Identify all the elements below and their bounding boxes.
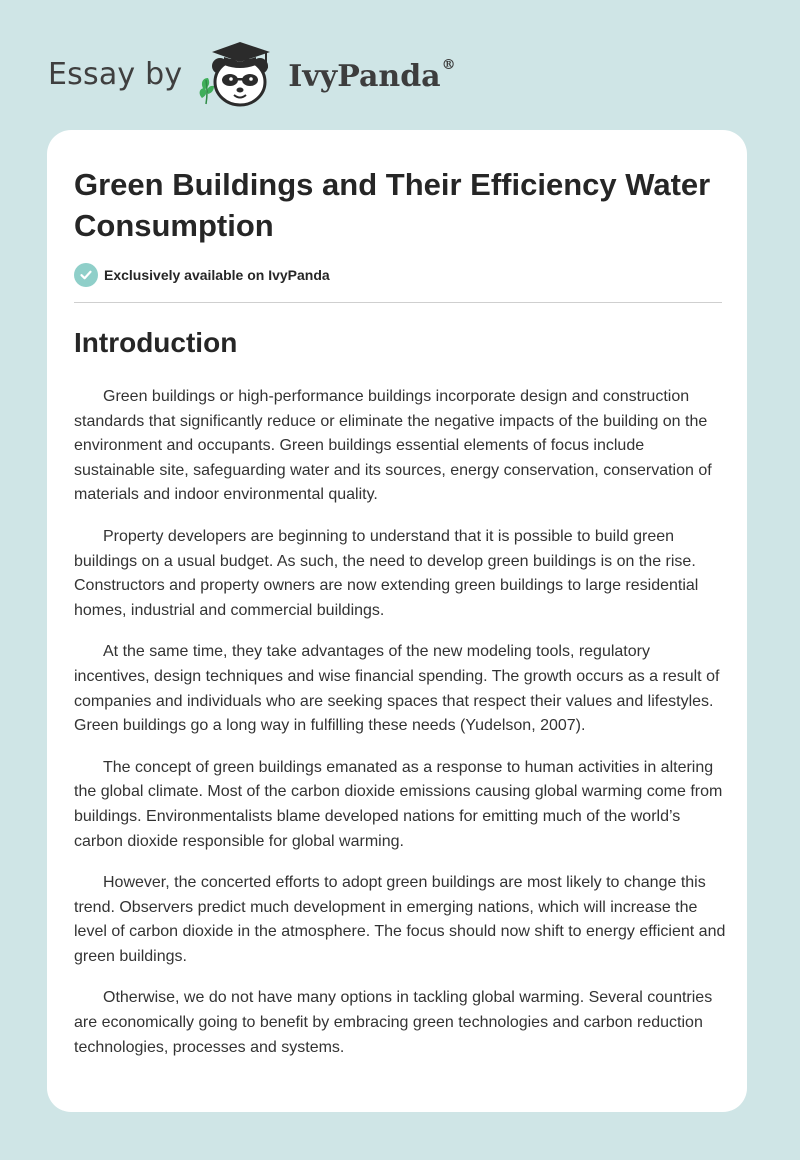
registered-mark: ®	[441, 56, 456, 73]
brand-name-text: IvyPanda	[288, 58, 441, 94]
essay-title: Green Buildings and Their Efficiency Water Consumption	[74, 167, 711, 243]
essay-body	[74, 385, 726, 1077]
paragraph: At the same time, they take advantages of the new modeling tools, regulatory incentives, design techniques and wise financial spending. The growth occurs as a result of companies and individuals who are seeking spaces that respect their values and lifestyles. Green buildings go a long way in fulfilling these needs (Yudelson, 2007).	[74, 643, 720, 735]
brand-name[interactable]	[288, 56, 456, 94]
essay-by-label: Essay by	[48, 56, 183, 92]
paragraph: Property developers are beginning to understand that it is possible to build green buildings on a usual budget. As such, the need to develop green buildings is on the rise. Constructors and property owners are now extending green buildings to large residential homes, industrial and commercial buildings.	[74, 527, 699, 619]
panda-graduate-logo-icon[interactable]	[194, 34, 286, 114]
section-heading-introduction: Introduction	[74, 327, 238, 358]
paragraph: The concept of green buildings emanated as a response to human activities in altering the global climate. Most of the carbon dioxide emissions causing global warming come from buildings. Environmentalists blame developed nations for emitting much of the world’s carbon dioxide responsible for global warming.	[74, 758, 723, 850]
paragraph: Otherwise, we do not have many options in tackling global warming. Several countries are economically going to benefit by embracing green technologies and carbon reduction technologies, processes and systems.	[74, 989, 713, 1056]
site-header	[48, 34, 456, 114]
title-divider	[74, 302, 722, 303]
paragraph: Green buildings or high-performance buildings incorporate design and construction standards that significantly reduce or eliminate the negative impacts of the building on the environment and occupants. Green buildings essential elements of focus include sustainable site, safeguarding water and its sources, energy conservation, conservation of materials and indoor environmental quality.	[74, 388, 712, 504]
exclusive-badge-text: Exclusively available on IvyPanda	[104, 267, 330, 283]
essay-card	[47, 130, 747, 1112]
paragraph: However, the concerted efforts to adopt green buildings are most likely to change this trend. Observers predict much development in emerging nations, which will increase the level of carbon dioxide in the atmosphere. The focus should now shift to energy efficient and green buildings.	[74, 874, 726, 965]
exclusive-badge	[74, 263, 330, 287]
check-circle-icon	[74, 263, 98, 287]
